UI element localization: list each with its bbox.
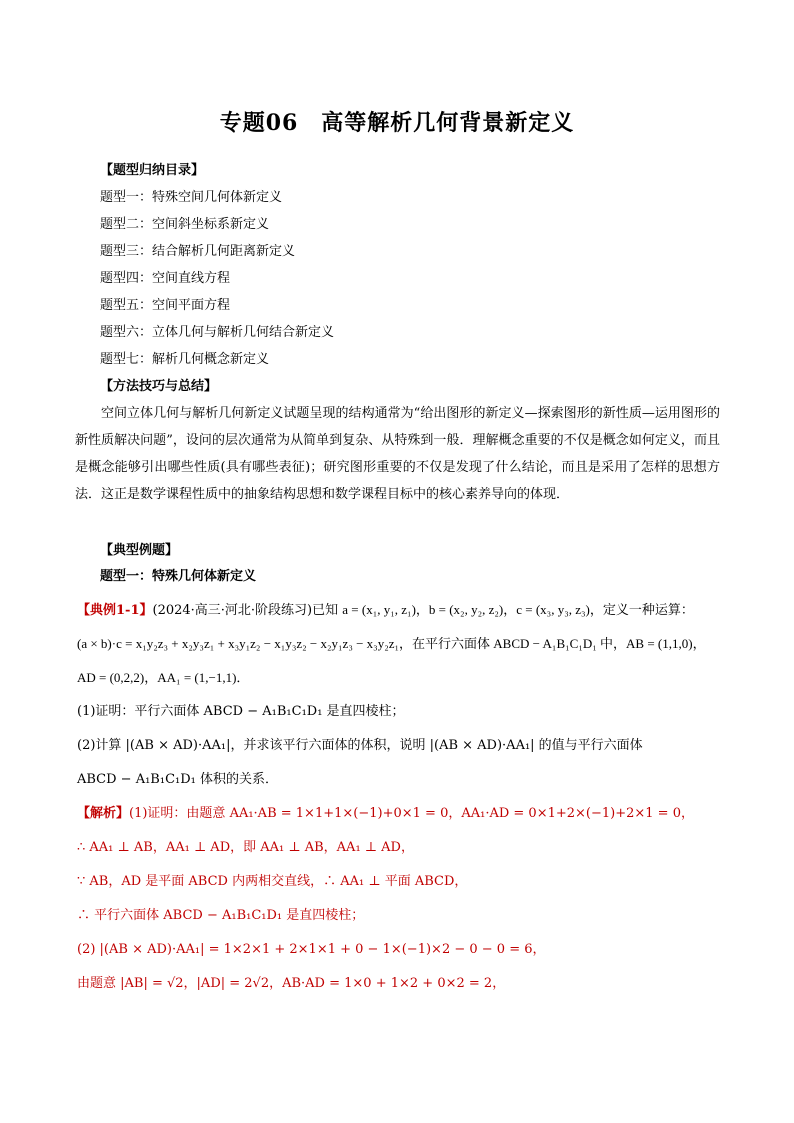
catalog-item-5: 题型五：空间平面方程 bbox=[100, 298, 231, 313]
catalog-item-3: 题型三：结合解析几何距离新定义 bbox=[100, 244, 296, 259]
solution-line-1 bbox=[77, 804, 694, 824]
problem-vectors: a = (x₁, y₁, z₁)，b = (x₂, y₂, z₂)，c = (x₃, y₃, z₃)，定义一种运算： bbox=[342, 602, 694, 617]
problem-line-1 bbox=[77, 600, 694, 621]
methods-heading: 【方法技巧与总结】 bbox=[100, 379, 218, 394]
solution-tag: 【解析】 bbox=[77, 806, 130, 821]
question-2: (2)计算 |(AB × AD)·AA₁|，并求该平行六面体的体积，说明 |(AB × AD)·AA₁| 的值与平行六面体 bbox=[77, 738, 643, 753]
solution-line-6: 由题意 |AB| = √2，|AD| = 2√2，AB·AD = 1×0 + 1×2 + 0×2 = 2， bbox=[77, 976, 506, 991]
catalog-item-1: 题型一：特殊空间几何体新定义 bbox=[100, 190, 283, 205]
problem-formula: (a × b)·c = x₁y₂z₃ + x₂y₃z₁ + x₃y₁z₂ − x₁y₃z₂ − x₂y₁z₃ − x₃y₂z₁，在平行六面体 ABCD − A₁B₁C₁D₁ 中，AB = (1,1,0)， bbox=[77, 636, 706, 651]
catalog-item-7: 题型七：解析几何概念新定义 bbox=[100, 352, 270, 367]
catalog-heading: 【题型归纳目录】 bbox=[100, 163, 205, 178]
solution-line-4: ∴ 平行六面体 ABCD − A₁B₁C₁D₁ 是直四棱柱； bbox=[77, 908, 365, 923]
question-1: (1)证明：平行六面体 ABCD − A₁B₁C₁D₁ 是直四棱柱； bbox=[77, 704, 405, 719]
solution-line-5: (2) |(AB × AD)·AA₁| = 1×2×1 + 2×1×1 + 0 − 1×(−1)×2 − 0 − 0 = 6， bbox=[77, 942, 546, 957]
question-2-cont: ABCD − A₁B₁C₁D₁ 体积的关系． bbox=[77, 772, 278, 787]
catalog-item-4: 题型四：空间直线方程 bbox=[100, 271, 231, 286]
page-title: 专题06 高等解析几何背景新定义 bbox=[219, 110, 575, 136]
solution-line-3: ∵ AB，AD 是平面 ABCD 内两相交直线，∴ AA₁ ⊥ 平面 ABCD， bbox=[77, 874, 468, 889]
catalog-item-6: 题型六：立体几何与解析几何结合新定义 bbox=[100, 325, 335, 340]
examples-heading: 【典型例题】 bbox=[100, 543, 179, 558]
catalog-item-2: 题型二：空间斜坐标系新定义 bbox=[100, 217, 270, 232]
type1-heading: 题型一：特殊几何体新定义 bbox=[100, 569, 257, 584]
solution-s1: (1)证明：由题意 AA₁·AB = 1×1+1×(−1)+0×1 = 0，AA₁·AD = 0×1+2×(−1)+2×1 = 0， bbox=[129, 806, 694, 821]
solution-line-2: ∴ AA₁ ⊥ AB，AA₁ ⊥ AD，即 AA₁ ⊥ AB，AA₁ ⊥ AD， bbox=[77, 840, 414, 855]
problem-tag: 【典例1-1】 bbox=[77, 603, 153, 618]
methods-paragraph: 空间立体几何与解析几何新定义试题呈现的结构通常为“给出图形的新定义—探索图形的新性质—运用图形的新性质解决问题”，设问的层次通常为从简单到复杂、从特殊到一般．理解概念重要的不仅是概念如何定义，而且是概念能够引出哪些性质(具有哪些表征)；研究图形重要的不仅是发现了什么结论，而且是采用了怎样的思想方法．这正是数学课程性质中的抽象结构思想和数学课程目标中的核心素养导向的体现． bbox=[75, 406, 720, 502]
problem-source: (2024·高三·河北·阶段练习)已知 bbox=[152, 603, 339, 618]
problem-line-3: AD = (0,2,2)，AA₁ = (1,−1,1)． bbox=[77, 670, 250, 685]
